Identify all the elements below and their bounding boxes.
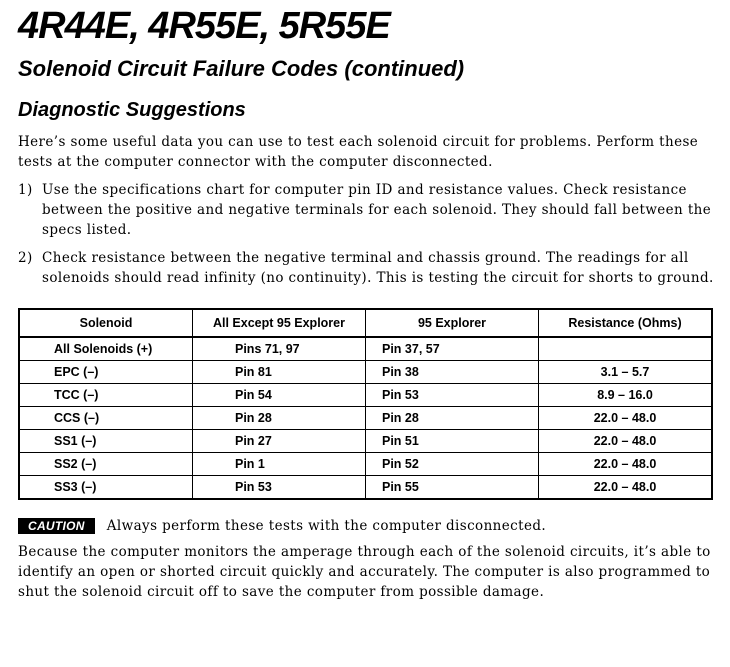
table-cell: Pin 55: [366, 476, 539, 500]
table-cell: 8.9 – 16.0: [539, 384, 713, 407]
column-header-95-explorer: 95 Explorer: [366, 309, 539, 337]
table-cell: 22.0 – 48.0: [539, 407, 713, 430]
table-cell: All Solenoids (+): [19, 337, 193, 361]
table-cell: SS3 (–): [19, 476, 193, 500]
table-row: [19, 384, 712, 407]
table-cell: CCS (–): [19, 407, 193, 430]
page-title: 4R44E, 4R55E, 5R55E: [18, 5, 390, 47]
table-cell: Pin 28: [193, 407, 366, 430]
table-row: [19, 407, 712, 430]
section-heading: Diagnostic Suggestions: [18, 99, 246, 121]
table-cell: Pin 52: [366, 453, 539, 476]
table-row: [19, 430, 712, 453]
table-cell: Pin 37, 57: [366, 337, 539, 361]
list-item: [18, 180, 718, 240]
caution-notice: [18, 516, 718, 536]
table-cell: Pin 54: [193, 384, 366, 407]
page-subtitle: Solenoid Circuit Failure Codes (continued): [18, 56, 465, 81]
table-cell: Pin 1: [193, 453, 366, 476]
table-cell: Pins 71, 97: [193, 337, 366, 361]
column-header-all-except-95: All Except 95 Explorer: [193, 309, 366, 337]
table-cell: Pin 27: [193, 430, 366, 453]
table-cell: EPC (–): [19, 361, 193, 384]
table-row: [19, 476, 712, 500]
table-cell: [539, 337, 713, 361]
table-cell: Pin 53: [193, 476, 366, 500]
table-row: [19, 453, 712, 476]
caution-text: Always perform these tests with the computer disconnected.: [106, 518, 547, 534]
page: [18, 0, 718, 602]
table-row: [19, 337, 712, 361]
table-cell: SS1 (–): [19, 430, 193, 453]
intro-paragraph: Here’s some useful data you can use to test each solenoid circuit for problems. Perform these tests at the computer connector with the computer disconnected.: [18, 134, 699, 170]
table-cell: Pin 51: [366, 430, 539, 453]
column-header-solenoid: Solenoid: [19, 309, 193, 337]
closing-paragraph: Because the computer monitors the amperage through each of the solenoid circuits, it’s able to identify an open or shorted circuit quickly and accurately. The computer is also programmed to shut the solenoid circuit off to save the computer from possible damage.: [18, 544, 711, 600]
caution-badge: CAUTION: [18, 518, 95, 534]
table-cell: Pin 28: [366, 407, 539, 430]
table-cell: 22.0 – 48.0: [539, 430, 713, 453]
table-cell: Pin 53: [366, 384, 539, 407]
table-cell: Pin 81: [193, 361, 366, 384]
table-cell: Pin 38: [366, 361, 539, 384]
table-cell: 22.0 – 48.0: [539, 476, 713, 500]
list-number: 1): [18, 182, 33, 198]
table-cell: 3.1 – 5.7: [539, 361, 713, 384]
table-row: [19, 361, 712, 384]
table-cell: TCC (–): [19, 384, 193, 407]
list-text: Use the specifications chart for computer pin ID and resistance values. Check resistance between the positive and negative terminals for each solenoid. They should fall between the specs listed.: [42, 182, 712, 238]
column-header-resistance: Resistance (Ohms): [539, 309, 713, 337]
table-cell: 22.0 – 48.0: [539, 453, 713, 476]
list-number: 2): [18, 250, 33, 266]
list-text: Check resistance between the negative terminal and chassis ground. The readings for all solenoids should read infinity (no continuity). This is testing the circuit for shorts to ground.: [42, 250, 714, 286]
table-cell: SS2 (–): [19, 453, 193, 476]
table-header-row: [19, 309, 712, 337]
list-item: [18, 248, 718, 288]
specifications-table: [18, 308, 713, 500]
